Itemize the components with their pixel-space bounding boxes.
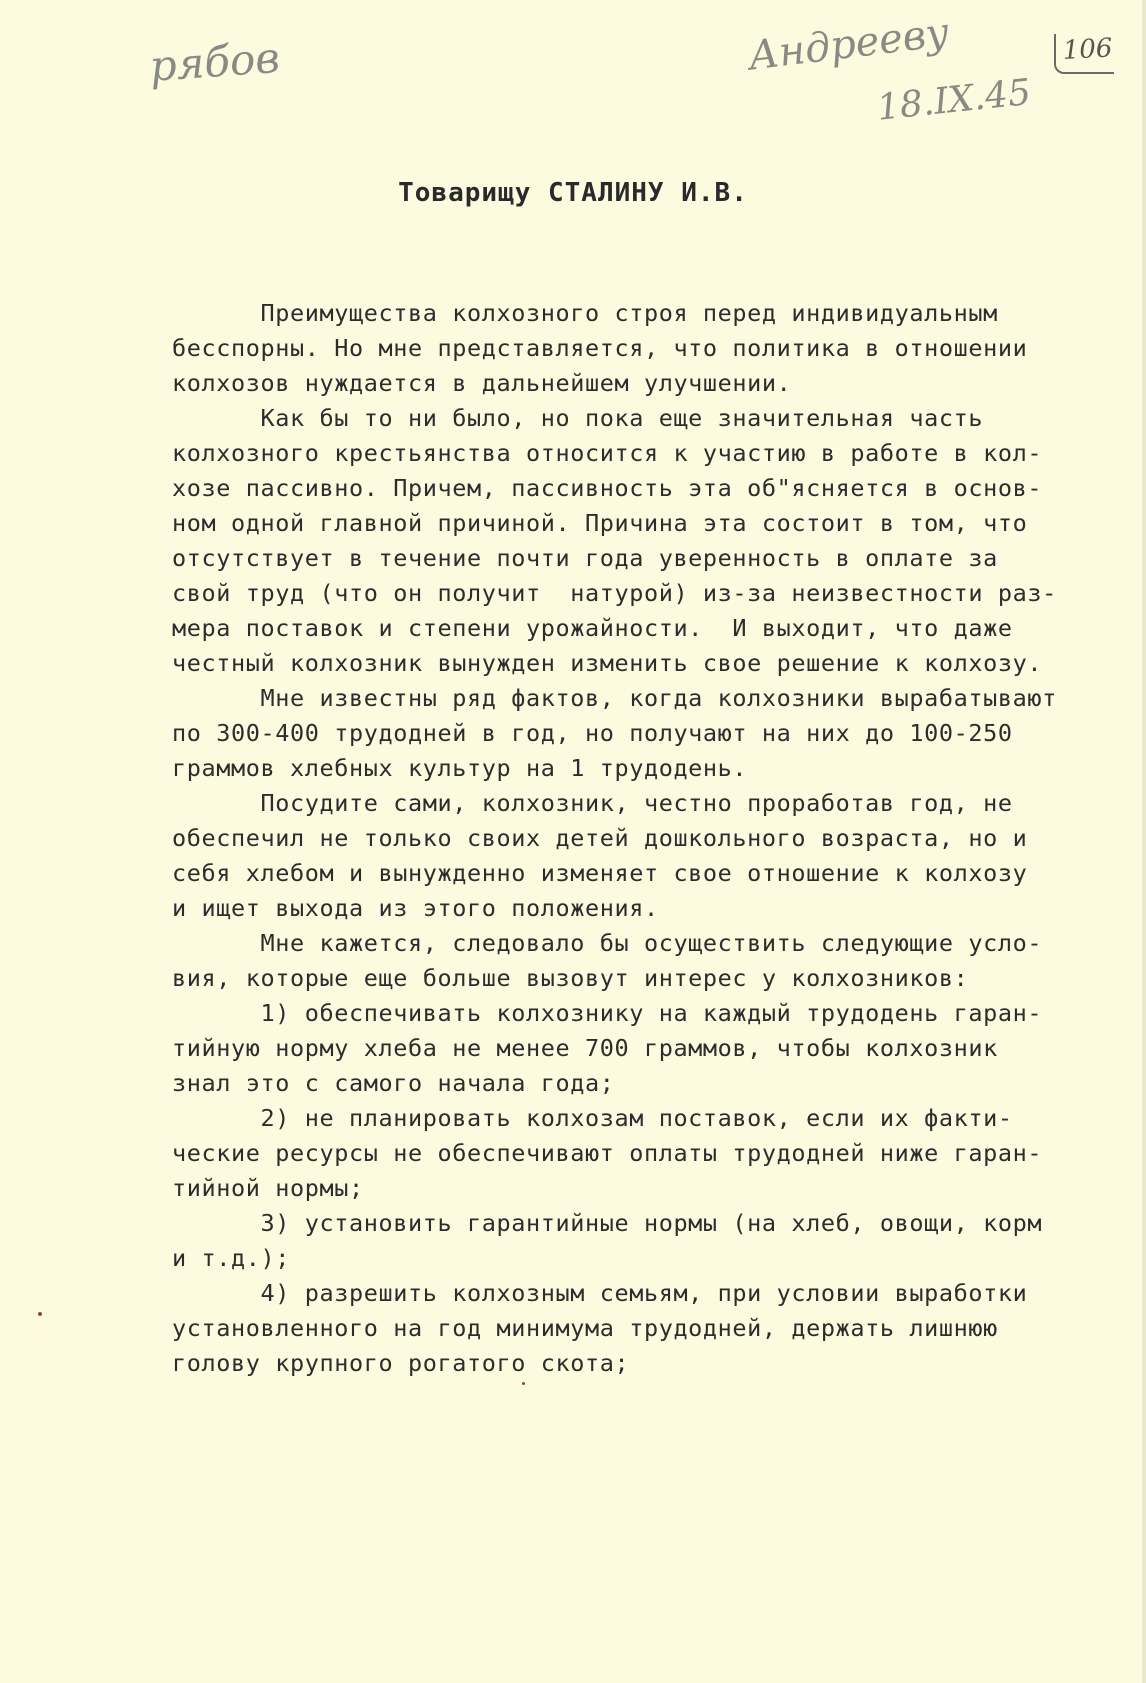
text-line: Мне кажется, следовало бы осуществить следующие усло- bbox=[172, 929, 1043, 957]
text-line: тийную норму хлеба не менее 700 граммов, чтобы колхозник bbox=[172, 1034, 998, 1062]
text-line: 4) разрешить колхозным семьям, при условии выработки bbox=[172, 1279, 1028, 1307]
text-line: себя хлебом и вынужденно изменяет свое отношение к колхозу bbox=[172, 859, 1028, 887]
text-line: знал это с самого начала года; bbox=[172, 1069, 615, 1097]
letter-title: Товарищу СТАЛИНУ И.В. bbox=[398, 178, 748, 208]
text-line: и т.д.); bbox=[172, 1244, 290, 1272]
text-line: 1) обеспечивать колхознику на каждый трудодень гаран- bbox=[172, 999, 1043, 1027]
text-line: обеспечил не только своих детей дошкольного возраста, но и bbox=[172, 824, 1028, 852]
text-line: хозе пассивно. Причем, пассивность эта об"ясняется в основ- bbox=[172, 474, 1043, 502]
text-line: 3) установить гарантийные нормы (на хлеб, овощи, корм bbox=[172, 1209, 1043, 1237]
text-line: честный колхозник вынужден изменить свое решение к колхозу. bbox=[172, 649, 1043, 677]
text-line: отсутствует в течение почти года уверенность в оплате за bbox=[172, 544, 998, 572]
text-line: граммов хлебных культур на 1 трудодень. bbox=[172, 754, 748, 782]
handwritten-author-note: рябов bbox=[148, 32, 282, 91]
text-line: свой труд (что он получит натурой) из-за неизвестности раз- bbox=[172, 579, 1057, 607]
text-line: 2) не планировать колхозам поставок, если их факти- bbox=[172, 1104, 1013, 1132]
text-line: голову крупного рогатого скота; bbox=[172, 1349, 630, 1377]
text-line: по 300-400 трудодней в год, но получают на них до 100-250 bbox=[172, 719, 1013, 747]
folio-number: 106 bbox=[1062, 33, 1114, 66]
text-line: колхозов нуждается в дальнейшем улучшении. bbox=[172, 369, 792, 397]
text-line: Мне известны ряд фактов, когда колхозники вырабатывают bbox=[172, 684, 1057, 712]
text-line: тийной нормы; bbox=[172, 1174, 364, 1202]
text-line: ческие ресурсы не обеспечивают оплаты трудодней ниже гаран- bbox=[172, 1139, 1043, 1167]
text-line: вия, которые еще больше вызовут интерес у колхозников: bbox=[172, 964, 969, 992]
handwritten-addressee-note: Андрееву bbox=[746, 9, 952, 80]
text-line: установленного на год минимума трудодней, держать лишнюю bbox=[172, 1314, 998, 1342]
letter-body bbox=[172, 296, 1112, 1381]
text-line: Посудите сами, колхозник, честно проработав год, не bbox=[172, 789, 1013, 817]
ink-speck bbox=[38, 1312, 42, 1316]
text-line: Как бы то ни было, но пока еще значительная часть bbox=[172, 404, 984, 432]
page-edge bbox=[1142, 0, 1146, 1683]
text-line: ном одной главной причиной. Причина эта состоит в том, что bbox=[172, 509, 1028, 537]
text-line: колхозного крестьянства относится к участию в работе в кол- bbox=[172, 439, 1043, 467]
text-line: Преимущества колхозного строя перед индивидуальным bbox=[172, 299, 998, 327]
ink-speck bbox=[522, 1382, 525, 1385]
text-line: и ищет выхода из этого положения. bbox=[172, 894, 659, 922]
handwritten-date-note: 18.IX.45 bbox=[875, 71, 1033, 129]
text-line: бесспорны. Но мне представляется, что политика в отношении bbox=[172, 334, 1028, 362]
text-line: мера поставок и степени урожайности. И выходит, что даже bbox=[172, 614, 1013, 642]
